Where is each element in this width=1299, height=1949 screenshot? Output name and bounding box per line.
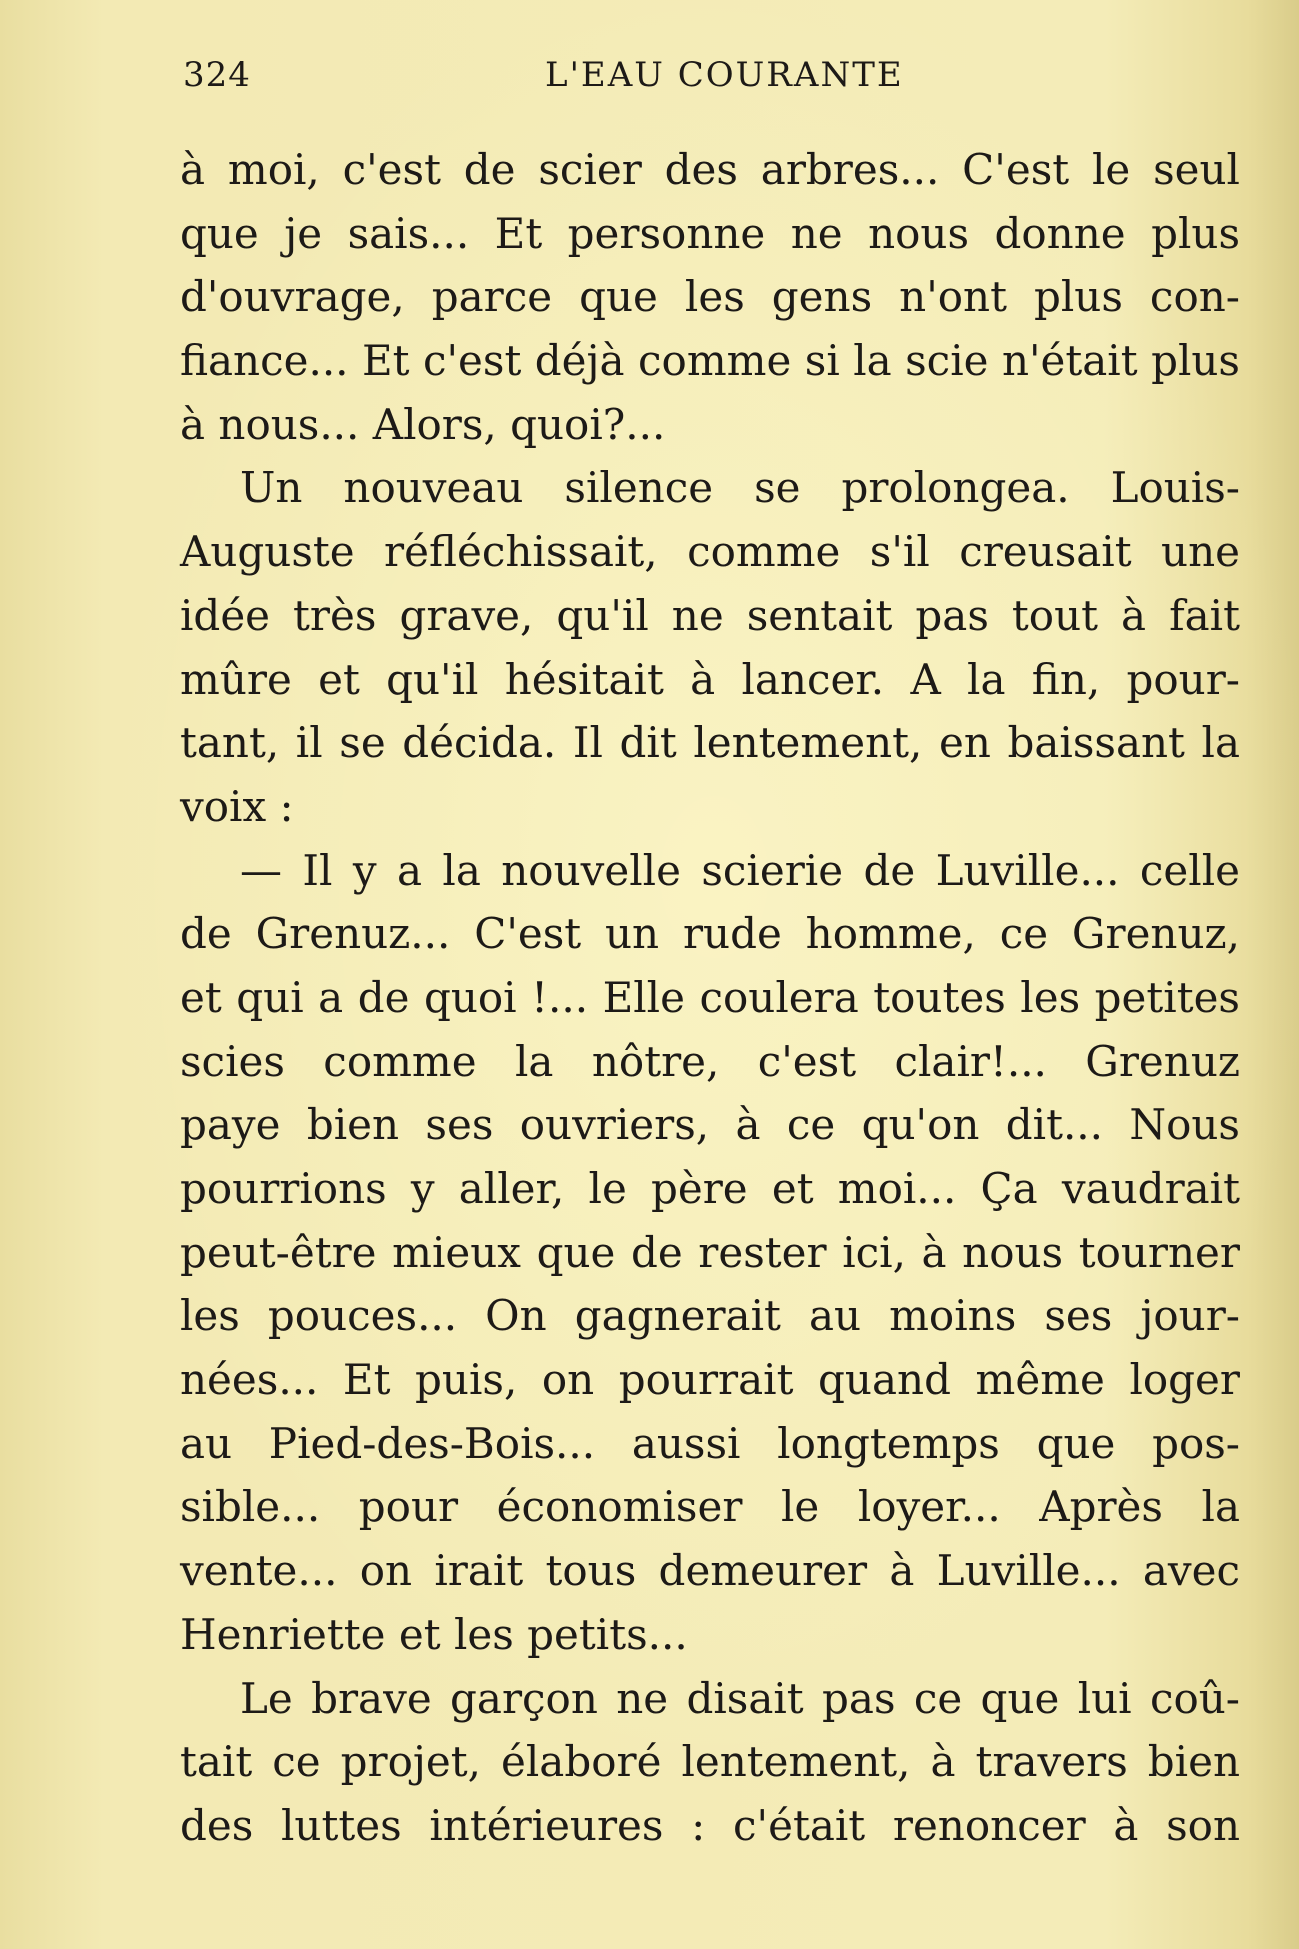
text-line: voix : — [180, 781, 294, 831]
text-line: — Il y a la nouvelle scierie de Luville... celle — [240, 845, 1240, 895]
text-line: que je sais... Et personne ne nous donne plus — [180, 208, 1240, 258]
text-line: Le brave garçon ne disait pas ce que lui coû- — [240, 1673, 1240, 1723]
running-head — [0, 55, 1299, 105]
text-line: paye bien ses ouvriers, à ce qu'on dit... Nous — [180, 1100, 1240, 1150]
text-line: pourrions y aller, le père et moi... Ça vaudrait — [180, 1164, 1240, 1213]
text-line: peut-être mieux que de rester ici, à nous tourner — [180, 1227, 1240, 1277]
text-line: sible... pour économiser le loyer... Après la — [180, 1482, 1240, 1532]
text-line: vente... on irait tous demeurer à Luville... avec — [180, 1546, 1240, 1596]
text-line: les pouces... On gagnerait au moins ses jour- — [180, 1291, 1240, 1341]
text-line: Un nouveau silence se prolongea. Louis- — [240, 463, 1240, 513]
text-line: Henriette et les petits... — [180, 1609, 688, 1659]
text-line: nées... Et puis, on pourrait quand même loger — [180, 1355, 1240, 1405]
text-line: idée très grave, qu'il ne sentait pas tout à fait — [180, 590, 1240, 640]
text-line: à moi, c'est de scier des arbres... C'est le seul — [180, 145, 1240, 194]
text-line: au Pied-des-Bois... aussi longtemps que pos- — [180, 1418, 1240, 1468]
text-line: fiance... Et c'est déjà comme si la scie n'était plus — [180, 336, 1240, 386]
body-text — [180, 138, 1240, 1858]
text-line: scies comme la nôtre, c'est clair!... Grenuz — [180, 1036, 1240, 1086]
page-number: 324 — [183, 55, 251, 95]
running-title: L'EAU COURANTE — [545, 55, 904, 95]
text-line: mûre et qu'il hésitait à lancer. A la fin, pour- — [180, 654, 1240, 704]
text-line: de Grenuz... C'est un rude homme, ce Grenuz, — [180, 909, 1240, 959]
text-line: des luttes intérieures : c'était renoncer à son — [180, 1800, 1240, 1850]
text-line: à nous... Alors, quoi?... — [180, 399, 666, 449]
text-line: et qui a de quoi !... Elle coulera toutes les petites — [180, 972, 1240, 1022]
text-line: d'ouvrage, parce que les gens n'ont plus con- — [180, 272, 1240, 322]
text-line: Auguste réfléchissait, comme s'il creusait une — [180, 527, 1240, 577]
text-line: tant, il se décida. Il dit lentement, en baissant la — [180, 718, 1240, 768]
text-line: tait ce projet, élaboré lentement, à travers bien — [180, 1737, 1240, 1787]
